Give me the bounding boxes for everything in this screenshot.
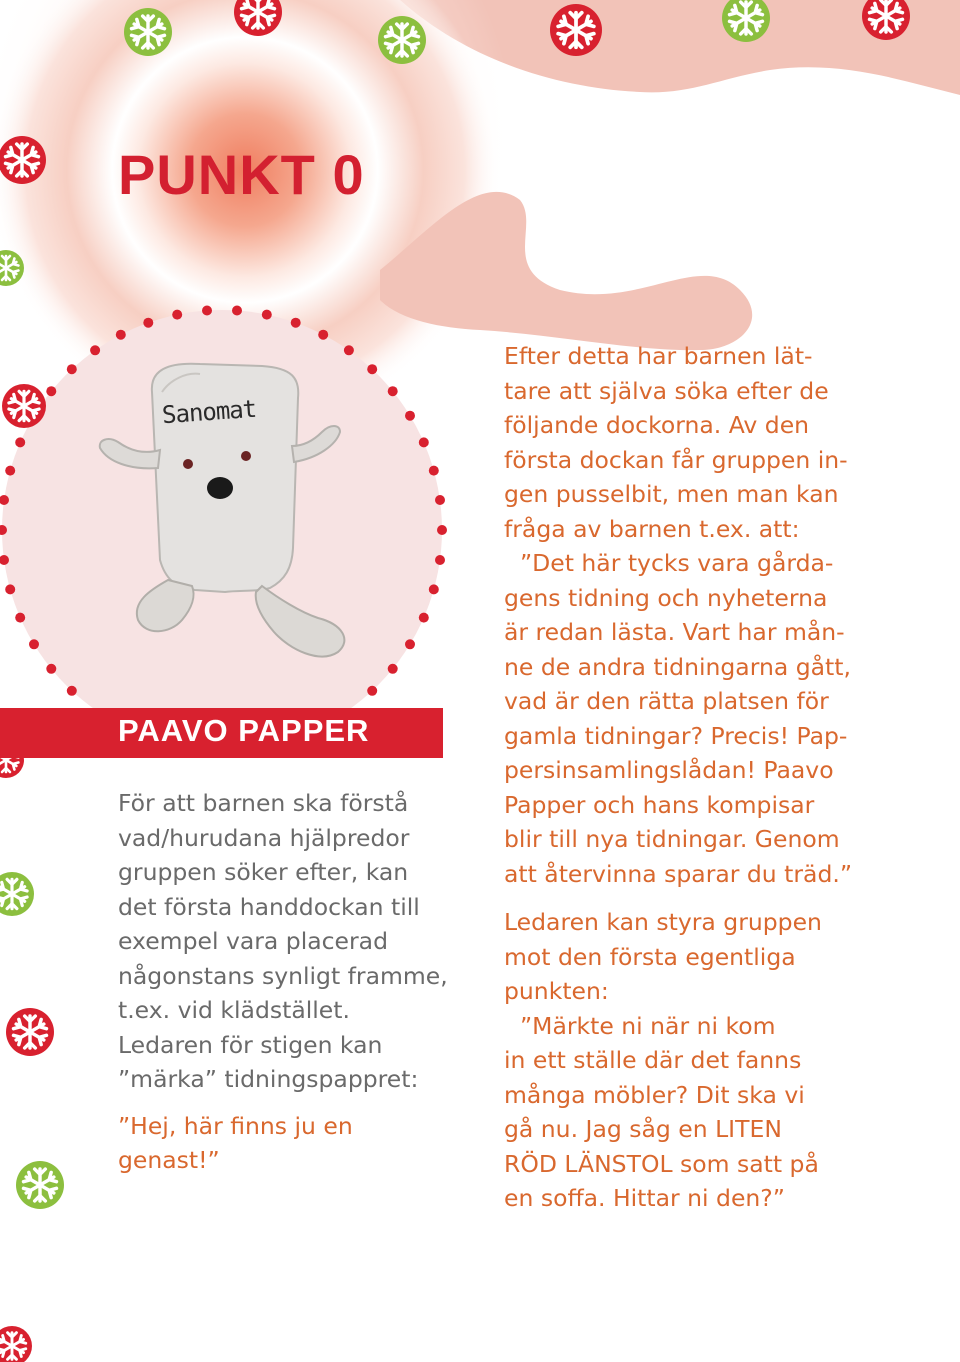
text-line: mot den första egentliga <box>504 942 796 971</box>
snowflake-icon <box>378 16 426 64</box>
border-dot <box>291 318 301 328</box>
left-quote: ”Hej, här finns ju en genast!” <box>118 1111 353 1174</box>
border-dot <box>429 584 439 594</box>
border-dot <box>15 437 25 447</box>
text-line: gens tidning och nyheterna <box>504 583 828 612</box>
text-line: en soffa. Hittar ni den?” <box>504 1184 785 1212</box>
border-dot <box>437 525 447 535</box>
border-dot <box>67 364 77 374</box>
text-line: många möbler? Dit ska vi <box>504 1080 805 1109</box>
border-dot <box>172 310 182 320</box>
snowflake-icon <box>124 8 172 56</box>
snowflake-icon <box>0 872 34 916</box>
text-line: ”Det här tycks vara gårda- <box>520 549 834 577</box>
right-paragraph-1 <box>504 339 884 891</box>
border-dot <box>318 330 328 340</box>
border-dot <box>5 584 15 594</box>
snowflake-icon <box>6 1008 54 1056</box>
text-line: att återvinna sparar du träd.” <box>504 859 853 888</box>
text-line: ne de andra tidningarna gått, <box>504 652 851 681</box>
text-line: gamla tidningar? Precis! Pap- <box>504 721 848 750</box>
border-dot <box>29 639 39 649</box>
border-dot <box>405 411 415 421</box>
text-line: punkten: <box>504 977 609 1005</box>
border-dot <box>202 306 212 316</box>
snowflake-icon <box>550 4 602 56</box>
text-line: första dockan får gruppen in- <box>504 445 848 474</box>
border-dot <box>15 613 25 623</box>
border-dot <box>67 686 77 696</box>
text-line: RÖD LÄNSTOL som satt på <box>504 1149 819 1178</box>
page-title: PUNKT 0 <box>118 143 365 206</box>
border-dot <box>262 310 272 320</box>
right-column <box>504 339 884 1216</box>
border-dot <box>419 437 429 447</box>
border-dot <box>429 466 439 476</box>
border-dot <box>367 686 377 696</box>
border-dot <box>388 664 398 674</box>
text-line: Papper och hans kompisar <box>504 790 815 819</box>
left-paragraph: För att barnen ska förstå vad/hurudana hjälpredor gruppen söker efter, kan det första handdockan till exempel vara placerad någonstans synligt framme, t.ex. vid klädstället. Ledaren för stigen kan ”märka” tidningspappret: <box>118 789 448 1093</box>
border-dot <box>232 306 242 316</box>
text-line: följande dockorna. Av den <box>504 411 810 439</box>
border-dot <box>435 555 445 565</box>
text-line: fråga av barnen t.ex. att: <box>504 514 800 543</box>
text-line: gen pusselbit, men man kan <box>504 480 839 508</box>
text-line: blir till nya tidningar. Genom <box>504 825 840 853</box>
text-line: gå nu. Jag såg en LITEN <box>504 1115 782 1143</box>
border-dot <box>46 386 56 396</box>
border-dot <box>344 345 354 355</box>
text-line: in ett ställe där det fanns <box>504 1046 802 1074</box>
border-dot <box>116 330 126 340</box>
border-dot <box>367 364 377 374</box>
border-dot <box>143 318 153 328</box>
text-line: ”Märkte ni när ni kom <box>520 1011 776 1040</box>
border-dot <box>90 345 100 355</box>
snowflake-icon <box>0 1326 32 1362</box>
border-dot <box>46 664 56 674</box>
puppet-label-text: Sanomat <box>161 394 258 430</box>
border-dot <box>388 386 398 396</box>
text-line: Ledaren kan styra gruppen <box>504 908 822 936</box>
text-line: persinsamlingslådan! Paavo <box>504 756 834 784</box>
right-paragraph-2 <box>504 905 884 1216</box>
text-line: vad är den rätta platsen för <box>504 687 829 715</box>
section-title: PAAVO PAPPER <box>118 713 370 748</box>
border-dot <box>419 613 429 623</box>
snowflake-icon <box>0 136 46 184</box>
border-dot <box>5 466 15 476</box>
text-line: tare att själva söka efter de <box>504 376 829 405</box>
snowflake-icon <box>2 384 46 428</box>
border-dot <box>435 495 445 505</box>
snowflake-icon <box>16 1161 64 1209</box>
left-column <box>118 786 448 1178</box>
text-line: Efter detta har barnen lät- <box>504 342 813 370</box>
text-line: är redan lästa. Vart har mån- <box>504 618 845 646</box>
border-dot <box>405 639 415 649</box>
